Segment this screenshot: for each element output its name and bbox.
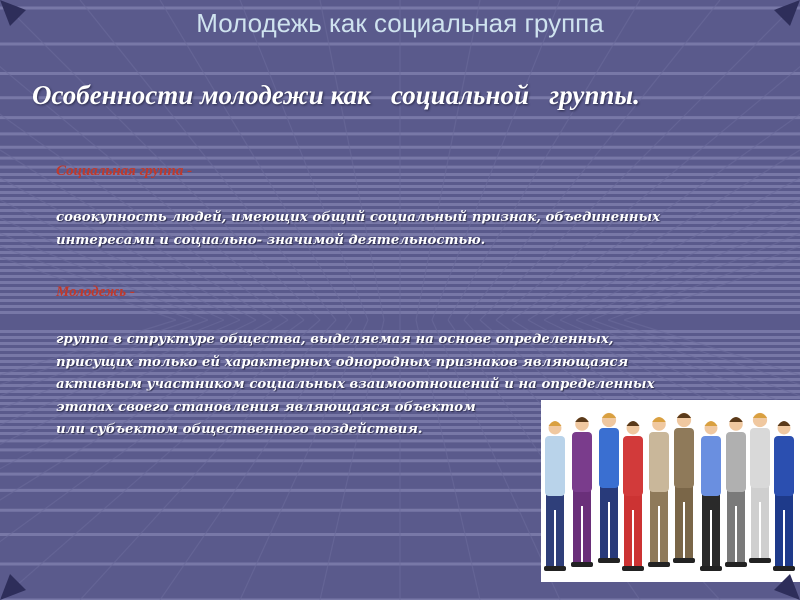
person-figure bbox=[648, 417, 670, 567]
person-figure bbox=[544, 421, 566, 571]
corner-arrow-icon bbox=[0, 570, 30, 600]
term-social-group: Социальная группа - bbox=[56, 163, 193, 179]
slide-title: Молодежь как социальная группа bbox=[196, 8, 604, 38]
definition-social-group bbox=[56, 207, 660, 252]
person-figure bbox=[700, 421, 722, 571]
definition-line: активным участником социальных взаимоотношений и на определенных bbox=[56, 377, 655, 392]
person-figure bbox=[673, 413, 695, 563]
people-group-illustration bbox=[541, 400, 800, 582]
person-figure bbox=[749, 413, 771, 563]
definition-line: этапах своего становления являющаяся объектом bbox=[56, 399, 476, 415]
definition-line: совокупность людей, имеющих общий социальный признак, объединенных bbox=[56, 210, 661, 225]
corner-arrow-icon bbox=[770, 570, 800, 600]
definition-line: группа в структуре общества, выделяемая на основе определенных, bbox=[56, 332, 614, 347]
person-figure bbox=[773, 421, 795, 571]
definition-line: или субъектом общественного воздействия. bbox=[56, 422, 423, 437]
definition-line: присущих только ей характерных однородных признаков являющаяся bbox=[56, 354, 629, 370]
person-figure bbox=[598, 413, 620, 563]
person-figure bbox=[622, 421, 644, 571]
person-figure bbox=[571, 417, 593, 567]
corner-arrow-icon bbox=[770, 0, 800, 30]
slide-subtitle: Особенности молодежи как социальной группы. bbox=[32, 80, 640, 110]
person-figure bbox=[725, 417, 747, 567]
term-youth: Молодежь - bbox=[56, 284, 135, 300]
definition-line: интересами и социально- значимой деятельностью. bbox=[56, 232, 486, 248]
corner-arrow-icon bbox=[0, 0, 30, 30]
